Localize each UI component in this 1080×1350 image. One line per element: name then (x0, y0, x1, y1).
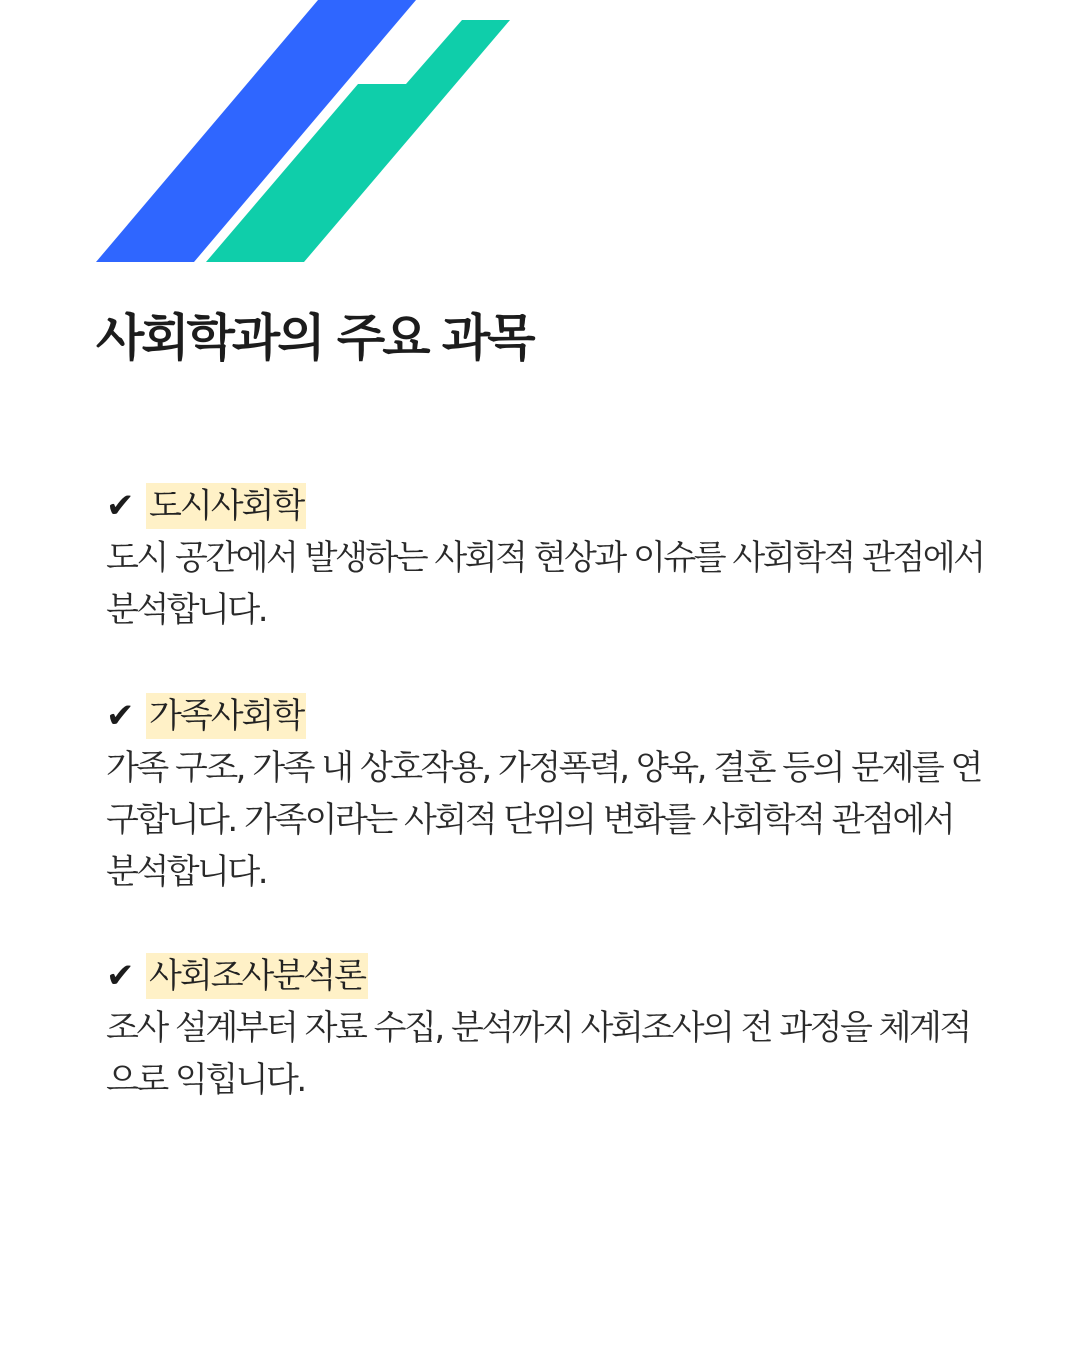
subject-description: 가족 구조, 가족 내 상호작용, 가정폭력, 양육, 결혼 등의 문제를 연구합니다. 가족이라는 사회적 단위의 변화를 사회학적 관점에서 분석합니다. (106, 748, 981, 892)
check-icon: ✔ (106, 696, 135, 736)
subject-family-sociology (106, 690, 986, 898)
page-title: 사회학과의 주요 과목 (96, 309, 533, 367)
subject-name: 가족사회학 (146, 693, 306, 739)
subject-heading (106, 950, 986, 1002)
check-icon: ✔ (106, 486, 135, 526)
subject-name: 사회조사분석론 (146, 953, 368, 999)
subject-description: 조사 설계부터 자료 수집, 분석까지 사회조사의 전 과정을 체계적으로 익힙니다. (106, 1008, 970, 1100)
subject-urban-sociology (106, 480, 986, 636)
subject-heading (106, 690, 986, 742)
check-icon: ✔ (106, 956, 135, 996)
subject-social-research-analysis (106, 950, 986, 1106)
subject-description: 도시 공간에서 발생하는 사회적 현상과 이슈를 사회학적 관점에서 분석합니다. (106, 538, 984, 630)
subject-name: 도시사회학 (146, 483, 306, 529)
subject-heading (106, 480, 986, 532)
brand-logo-graphic (0, 0, 560, 270)
